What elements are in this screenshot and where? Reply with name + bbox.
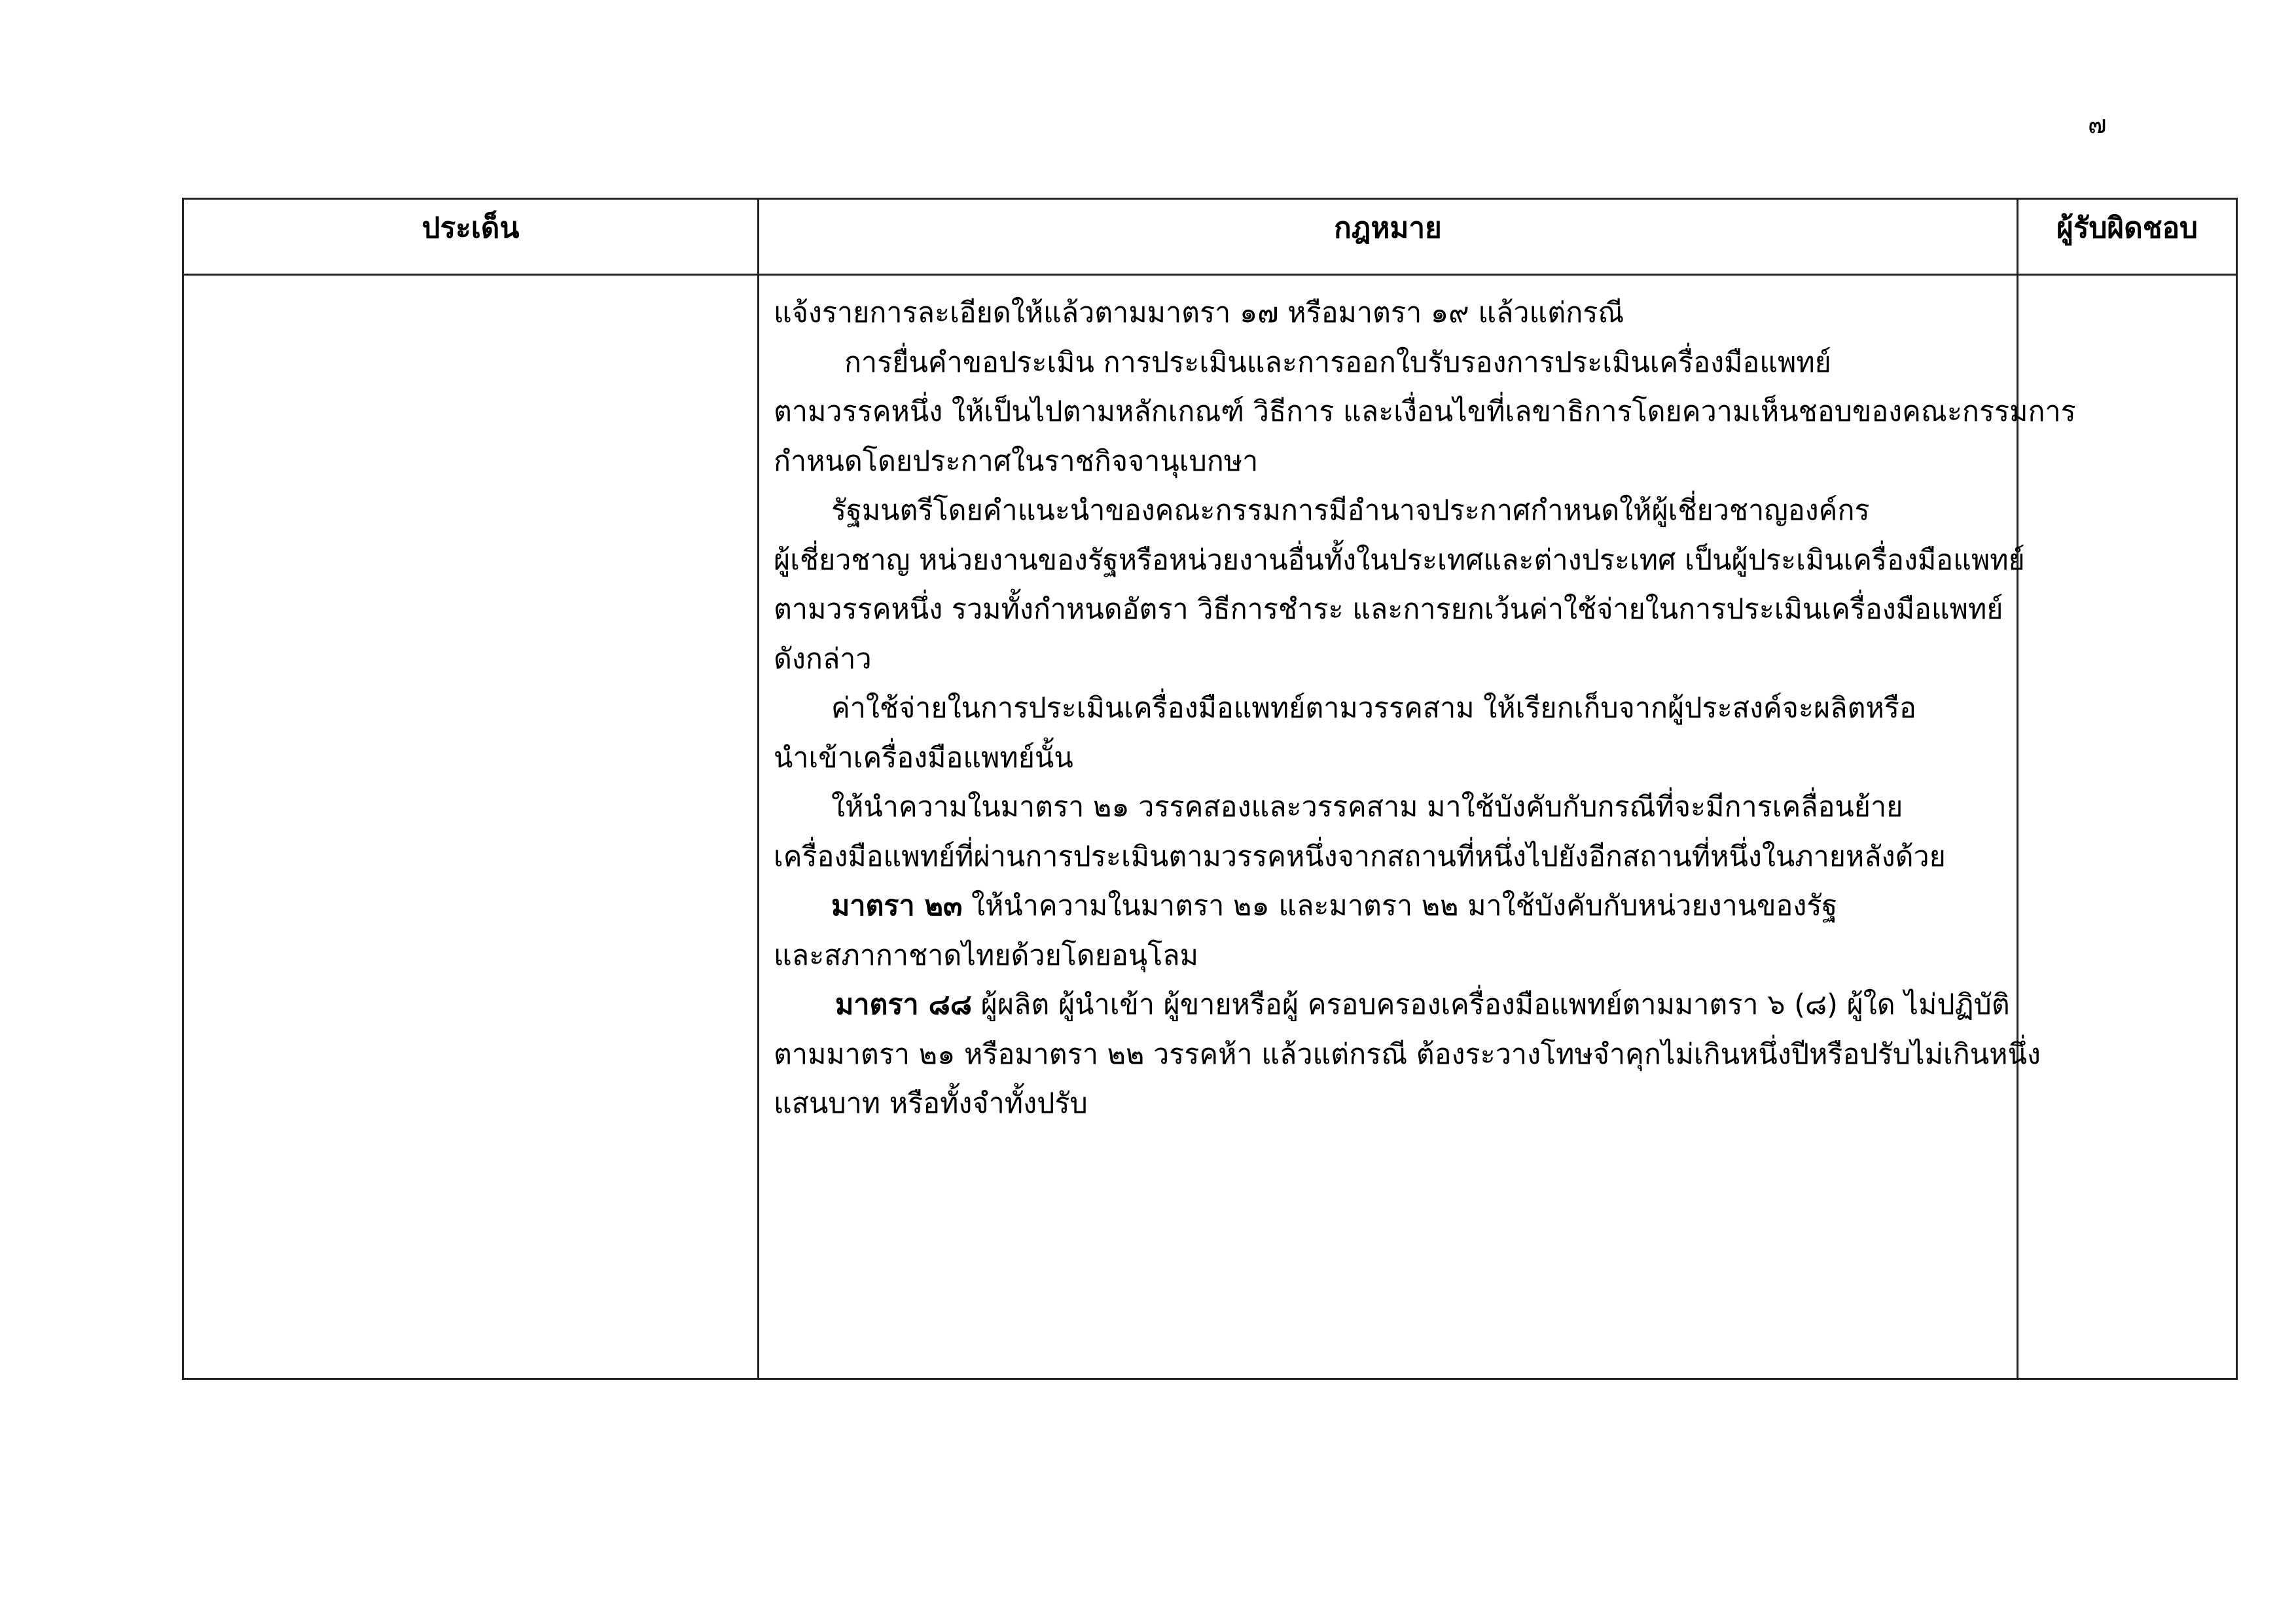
law-text: ตามวรรคหนึ่ง รวมทั้งกำหนดอัตรา วิธีการชำระ และการยกเว้นค่าใช้จ่ายในการประเมินเครื่องมือแพทย์ [774, 593, 2003, 626]
responsible-cell [2018, 275, 2237, 1379]
law-text: ผู้ผลิต ผู้นำเข้า ผู้ขายหรือผู้ ครอบครองเครื่องมือแพทย์ตามมาตรา ๖ (๘) ผู้ใด ไม่ปฏิบัติ [971, 988, 2010, 1021]
law-table [182, 198, 2238, 1380]
law-line-12 [774, 833, 2001, 882]
law-line-1 [774, 289, 2001, 338]
issue-cell [183, 275, 759, 1379]
section-label: มาตรา ๘๘ [835, 988, 972, 1021]
law-text: ค่าใช้จ่ายในการประเมินเครื่องมือแพทย์ตามวรรคสาม ให้เรียกเก็บจากผู้ประสงค์จะผลิตหรือ [831, 692, 1916, 725]
law-line-11 [774, 783, 2001, 833]
header-issue: ประเด็น [183, 199, 759, 275]
header-law: กฎหมาย [759, 199, 2018, 275]
law-text: รัฐมนตรีโดยคำแนะนำของคณะกรรมการมีอำนาจประกาศกำหนดให้ผู้เชี่ยวชาญองค์กร [831, 494, 1870, 527]
law-text: ตามมาตรา ๒๑ หรือมาตรา ๒๒ วรรคห้า แล้วแต่กรณี ต้องระวางโทษจำคุกไม่เกินหนึ่งปีหรือปรับไม่เกินหนึ่ง [774, 1038, 2041, 1071]
law-line-10 [774, 734, 2001, 784]
law-line-13 [774, 882, 2001, 931]
law-line-2 [774, 338, 2001, 388]
law-line-3 [774, 388, 2076, 437]
law-text: และสภากาชาดไทยด้วยโดยอนุโลม [774, 939, 1198, 972]
law-cell [759, 275, 2076, 1379]
law-text: ผู้เชี่ยวชาญ หน่วยงานของรัฐหรือหน่วยงานอื่นทั้งในประเทศและต่างประเทศ เป็นผู้ประเมินเครื่องมือแพทย์ [774, 543, 2025, 577]
law-text: การยื่นคำขอประเมิน การประเมินและการออกใบรับรองการประเมินเครื่องมือแพทย์ [844, 346, 1831, 379]
law-text: ดังกล่าว [774, 642, 872, 676]
page-number: ๗ [2088, 110, 2107, 139]
section-label: มาตรา ๒๓ [831, 890, 963, 922]
law-line-15 [774, 981, 2010, 1030]
law-line-6 [774, 536, 2025, 586]
law-text: เครื่องมือแพทย์ที่ผ่านการประเมินตามวรรคหนึ่งจากสถานที่หนึ่งไปยังอีกสถานที่หนึ่งในภายหลังด้วย [774, 840, 1946, 873]
law-line-5 [774, 486, 2001, 536]
law-line-14 [774, 931, 2001, 981]
law-text: แจ้งรายการละเอียดให้แล้วตามมาตรา ๑๗ หรือมาตรา ๑๙ แล้วแต่กรณี [774, 297, 1624, 329]
law-line-9 [774, 684, 2001, 734]
law-line-8 [774, 635, 2001, 685]
law-text: ให้นำความในมาตรา ๒๑ และมาตรา ๒๒ มาใช้บังคับกับหน่วยงานของรัฐ [962, 890, 1838, 922]
law-line-4 [774, 437, 2001, 487]
table-row [183, 275, 2237, 1379]
law-text: แสนบาท หรือทั้งจำทั้งปรับ [774, 1087, 1088, 1120]
law-line-16 [774, 1030, 2041, 1080]
header-responsible: ผู้รับผิดชอบ [2018, 199, 2237, 275]
law-text: นำเข้าเครื่องมือแพทย์นั้น [774, 741, 1073, 774]
law-line-17 [774, 1079, 2001, 1129]
law-text: ตามวรรคหนึ่ง ให้เป็นไปตามหลักเกณฑ์ วิธีการ และเงื่อนไขที่เลขาธิการโดยความเห็นชอบของคณะกรรมการ [774, 395, 2076, 428]
law-text: ให้นำความในมาตรา ๒๑ วรรคสองและวรรคสาม มาใช้บังคับกับกรณีที่จะมีการเคลื่อนย้าย [831, 791, 1903, 823]
table-header-row [183, 199, 2237, 275]
law-line-7 [774, 585, 2001, 635]
law-text: กำหนดโดยประกาศในราชกิจจานุเบกษา [774, 444, 1259, 478]
